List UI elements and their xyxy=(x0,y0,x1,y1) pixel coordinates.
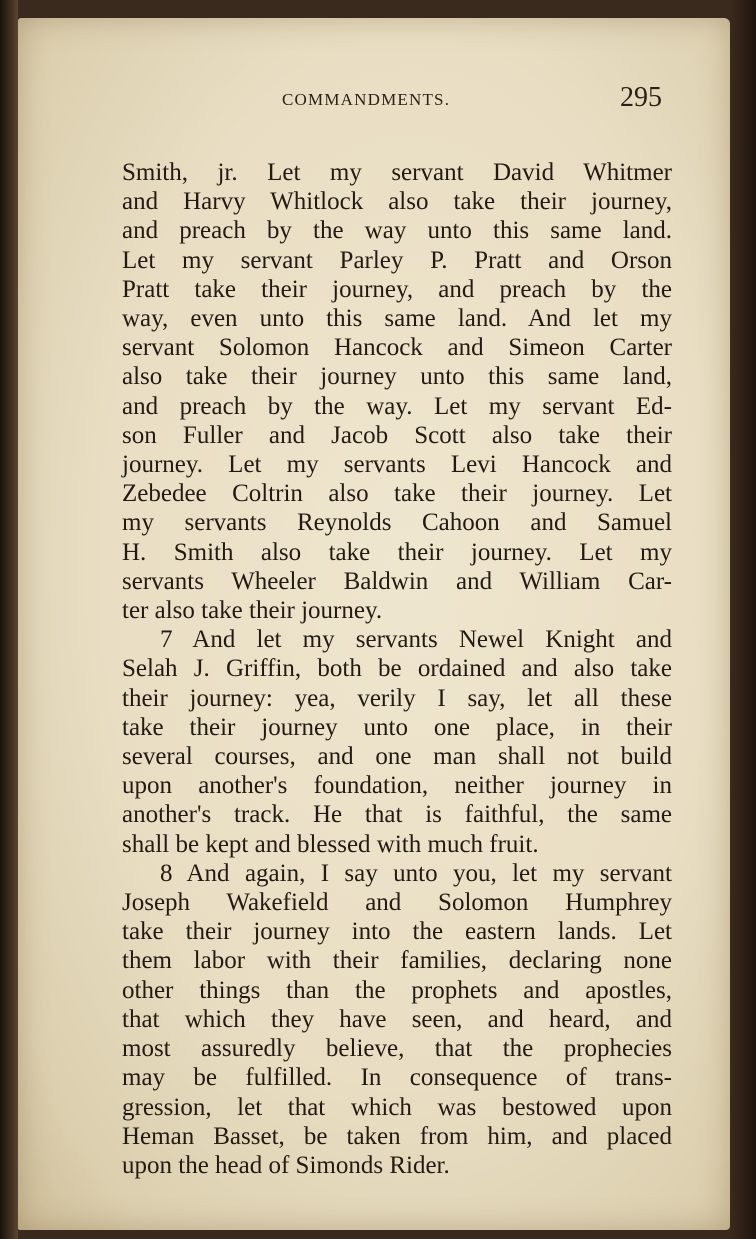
text-line: several courses, and one man shall not build xyxy=(122,743,672,771)
text-line: shall be kept and blessed with much fruit. xyxy=(122,830,539,858)
text-line: Joseph Wakefield and Solomon Humphrey xyxy=(122,889,672,917)
text-line: that which they have seen, and heard, and xyxy=(122,1005,672,1033)
page-edge xyxy=(730,0,756,1239)
text-line: them labor with their families, declaring none xyxy=(122,947,672,975)
text-line: way, even unto this same land. And let my xyxy=(122,305,672,333)
text-line: Let my servant Parley P. Pratt and Orson xyxy=(122,246,672,274)
text-line: journey. Let my servants Levi Hancock and xyxy=(122,451,672,479)
text-line: ter also take their journey. xyxy=(122,597,383,625)
text-line: Zebedee Coltrin also take their journey. Let xyxy=(122,480,672,508)
text-line: another's track. He that is faithful, the same xyxy=(122,801,672,829)
body-text xyxy=(122,158,672,1180)
text-line: take their journey unto one place, in their xyxy=(122,713,672,741)
text-line: upon another's foundation, neither journey in xyxy=(122,772,672,800)
text-line: and preach by the way unto this same land. xyxy=(122,217,672,245)
text-line: also take their journey unto this same land, xyxy=(122,363,672,391)
text-line: Pratt take their journey, and preach by the xyxy=(122,275,672,303)
text-line: gression, let that which was bestowed upon xyxy=(122,1093,672,1121)
text-line: son Fuller and Jacob Scott also take their xyxy=(122,421,672,449)
text-line: Smith, jr. Let my servant David Whitmer xyxy=(122,159,672,186)
text-line: their journey: yea, verily I say, let all these xyxy=(122,684,672,712)
text-line: servant Solomon Hancock and Simeon Carter xyxy=(122,334,672,362)
paragraph-first-line: 7 And let my servants Newel Knight and xyxy=(160,626,672,654)
text-line: upon the head of Simonds Rider. xyxy=(122,1151,450,1179)
paragraph-first-line: 8 And again, I say unto you, let my servant xyxy=(160,859,672,887)
text-line: and preach by the way. Let my servant Ed- xyxy=(122,392,672,420)
text-line: take their journey into the eastern lands. Let xyxy=(122,918,672,946)
text-line: and Harvy Whitlock also take their journey, xyxy=(122,188,672,216)
text-line: servants Wheeler Baldwin and William Car- xyxy=(122,567,672,595)
text-line: Selah J. Griffin, both be ordained and also take xyxy=(122,655,672,683)
text-line: H. Smith also take their journey. Let my xyxy=(122,538,672,566)
page-number: 295 xyxy=(620,82,662,113)
text-line: other things than the prophets and apostles, xyxy=(122,976,672,1004)
text-line: Heman Basset, be taken from him, and placed xyxy=(122,1122,672,1150)
running-head: COMMANDMENTS. xyxy=(282,90,451,109)
text-line: my servants Reynolds Cahoon and Samuel xyxy=(122,509,672,537)
book-gutter xyxy=(0,0,18,1239)
text-line: may be fulfilled. In consequence of trans- xyxy=(122,1064,672,1092)
text-line: most assuredly believe, that the prophecies xyxy=(122,1035,672,1063)
